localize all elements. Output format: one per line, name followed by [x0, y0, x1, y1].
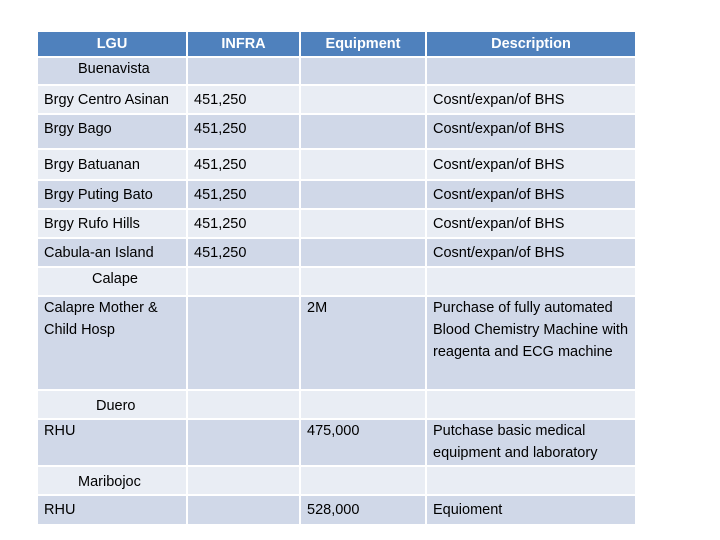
cell-infra: 451,250	[187, 238, 300, 267]
cell-infra: 451,250	[187, 209, 300, 238]
cell-infra	[187, 419, 300, 466]
header-infra: INFRA	[187, 31, 300, 57]
cell-description: Cosnt/expan/of BHS	[426, 238, 636, 267]
cell-equipment	[300, 209, 426, 238]
cell-lgu: RHU	[37, 495, 187, 525]
group-label: Maribojoc	[37, 466, 187, 495]
cell-equipment	[300, 180, 426, 209]
cell-description: Purchase of fully automated Blood Chemistry Machine with reagenta and ECG machine	[426, 296, 636, 390]
table-row	[37, 209, 636, 238]
group-row-calape	[37, 267, 636, 296]
group-row-duero	[37, 390, 636, 419]
cell-infra: 451,250	[187, 114, 300, 149]
table-row	[37, 419, 636, 466]
cell-infra: 451,250	[187, 85, 300, 114]
group-label: Duero	[37, 390, 187, 419]
cell-description: Equioment	[426, 495, 636, 525]
cell-equipment: 528,000	[300, 495, 426, 525]
cell-equipment	[300, 85, 426, 114]
cell-lgu: Brgy Bago	[37, 114, 187, 149]
cell-lgu: Brgy Rufo Hills	[37, 209, 187, 238]
cell-description: Cosnt/expan/of BHS	[426, 149, 636, 180]
cell-equipment: 2M	[300, 296, 426, 390]
cell-description: Cosnt/expan/of BHS	[426, 114, 636, 149]
cell-description: Cosnt/expan/of BHS	[426, 209, 636, 238]
header-equipment: Equipment	[300, 31, 426, 57]
cell-equipment	[300, 149, 426, 180]
cell-description: Cosnt/expan/of BHS	[426, 180, 636, 209]
header-description: Description	[426, 31, 636, 57]
cell-lgu: Cabula-an Island	[37, 238, 187, 267]
cell-description: Putchase basic medical equipment and laboratory	[426, 419, 636, 466]
cell-equipment	[300, 114, 426, 149]
table-row	[37, 85, 636, 114]
group-row-maribojoc	[37, 466, 636, 495]
table-row	[37, 149, 636, 180]
cell-infra	[187, 495, 300, 525]
cell-infra: 451,250	[187, 180, 300, 209]
table-row	[37, 495, 636, 525]
cell-lgu: Brgy Batuanan	[37, 149, 187, 180]
table-row	[37, 114, 636, 149]
table-row	[37, 238, 636, 267]
cell-infra	[187, 296, 300, 390]
cell-equipment: 475,000	[300, 419, 426, 466]
header-row	[37, 31, 636, 57]
cell-lgu: Brgy Puting Bato	[37, 180, 187, 209]
group-label: Calape	[37, 267, 187, 296]
budget-table	[36, 30, 637, 526]
group-row-buenavista	[37, 57, 636, 85]
group-label: Buenavista	[37, 57, 187, 85]
cell-equipment	[300, 238, 426, 267]
table-row	[37, 180, 636, 209]
table-row	[37, 296, 636, 390]
cell-description: Cosnt/expan/of BHS	[426, 85, 636, 114]
header-lgu: LGU	[37, 31, 187, 57]
cell-infra: 451,250	[187, 149, 300, 180]
cell-lgu: Calapre Mother & Child Hosp	[37, 296, 187, 390]
cell-lgu: RHU	[37, 419, 187, 466]
cell-lgu: Brgy Centro Asinan	[37, 85, 187, 114]
